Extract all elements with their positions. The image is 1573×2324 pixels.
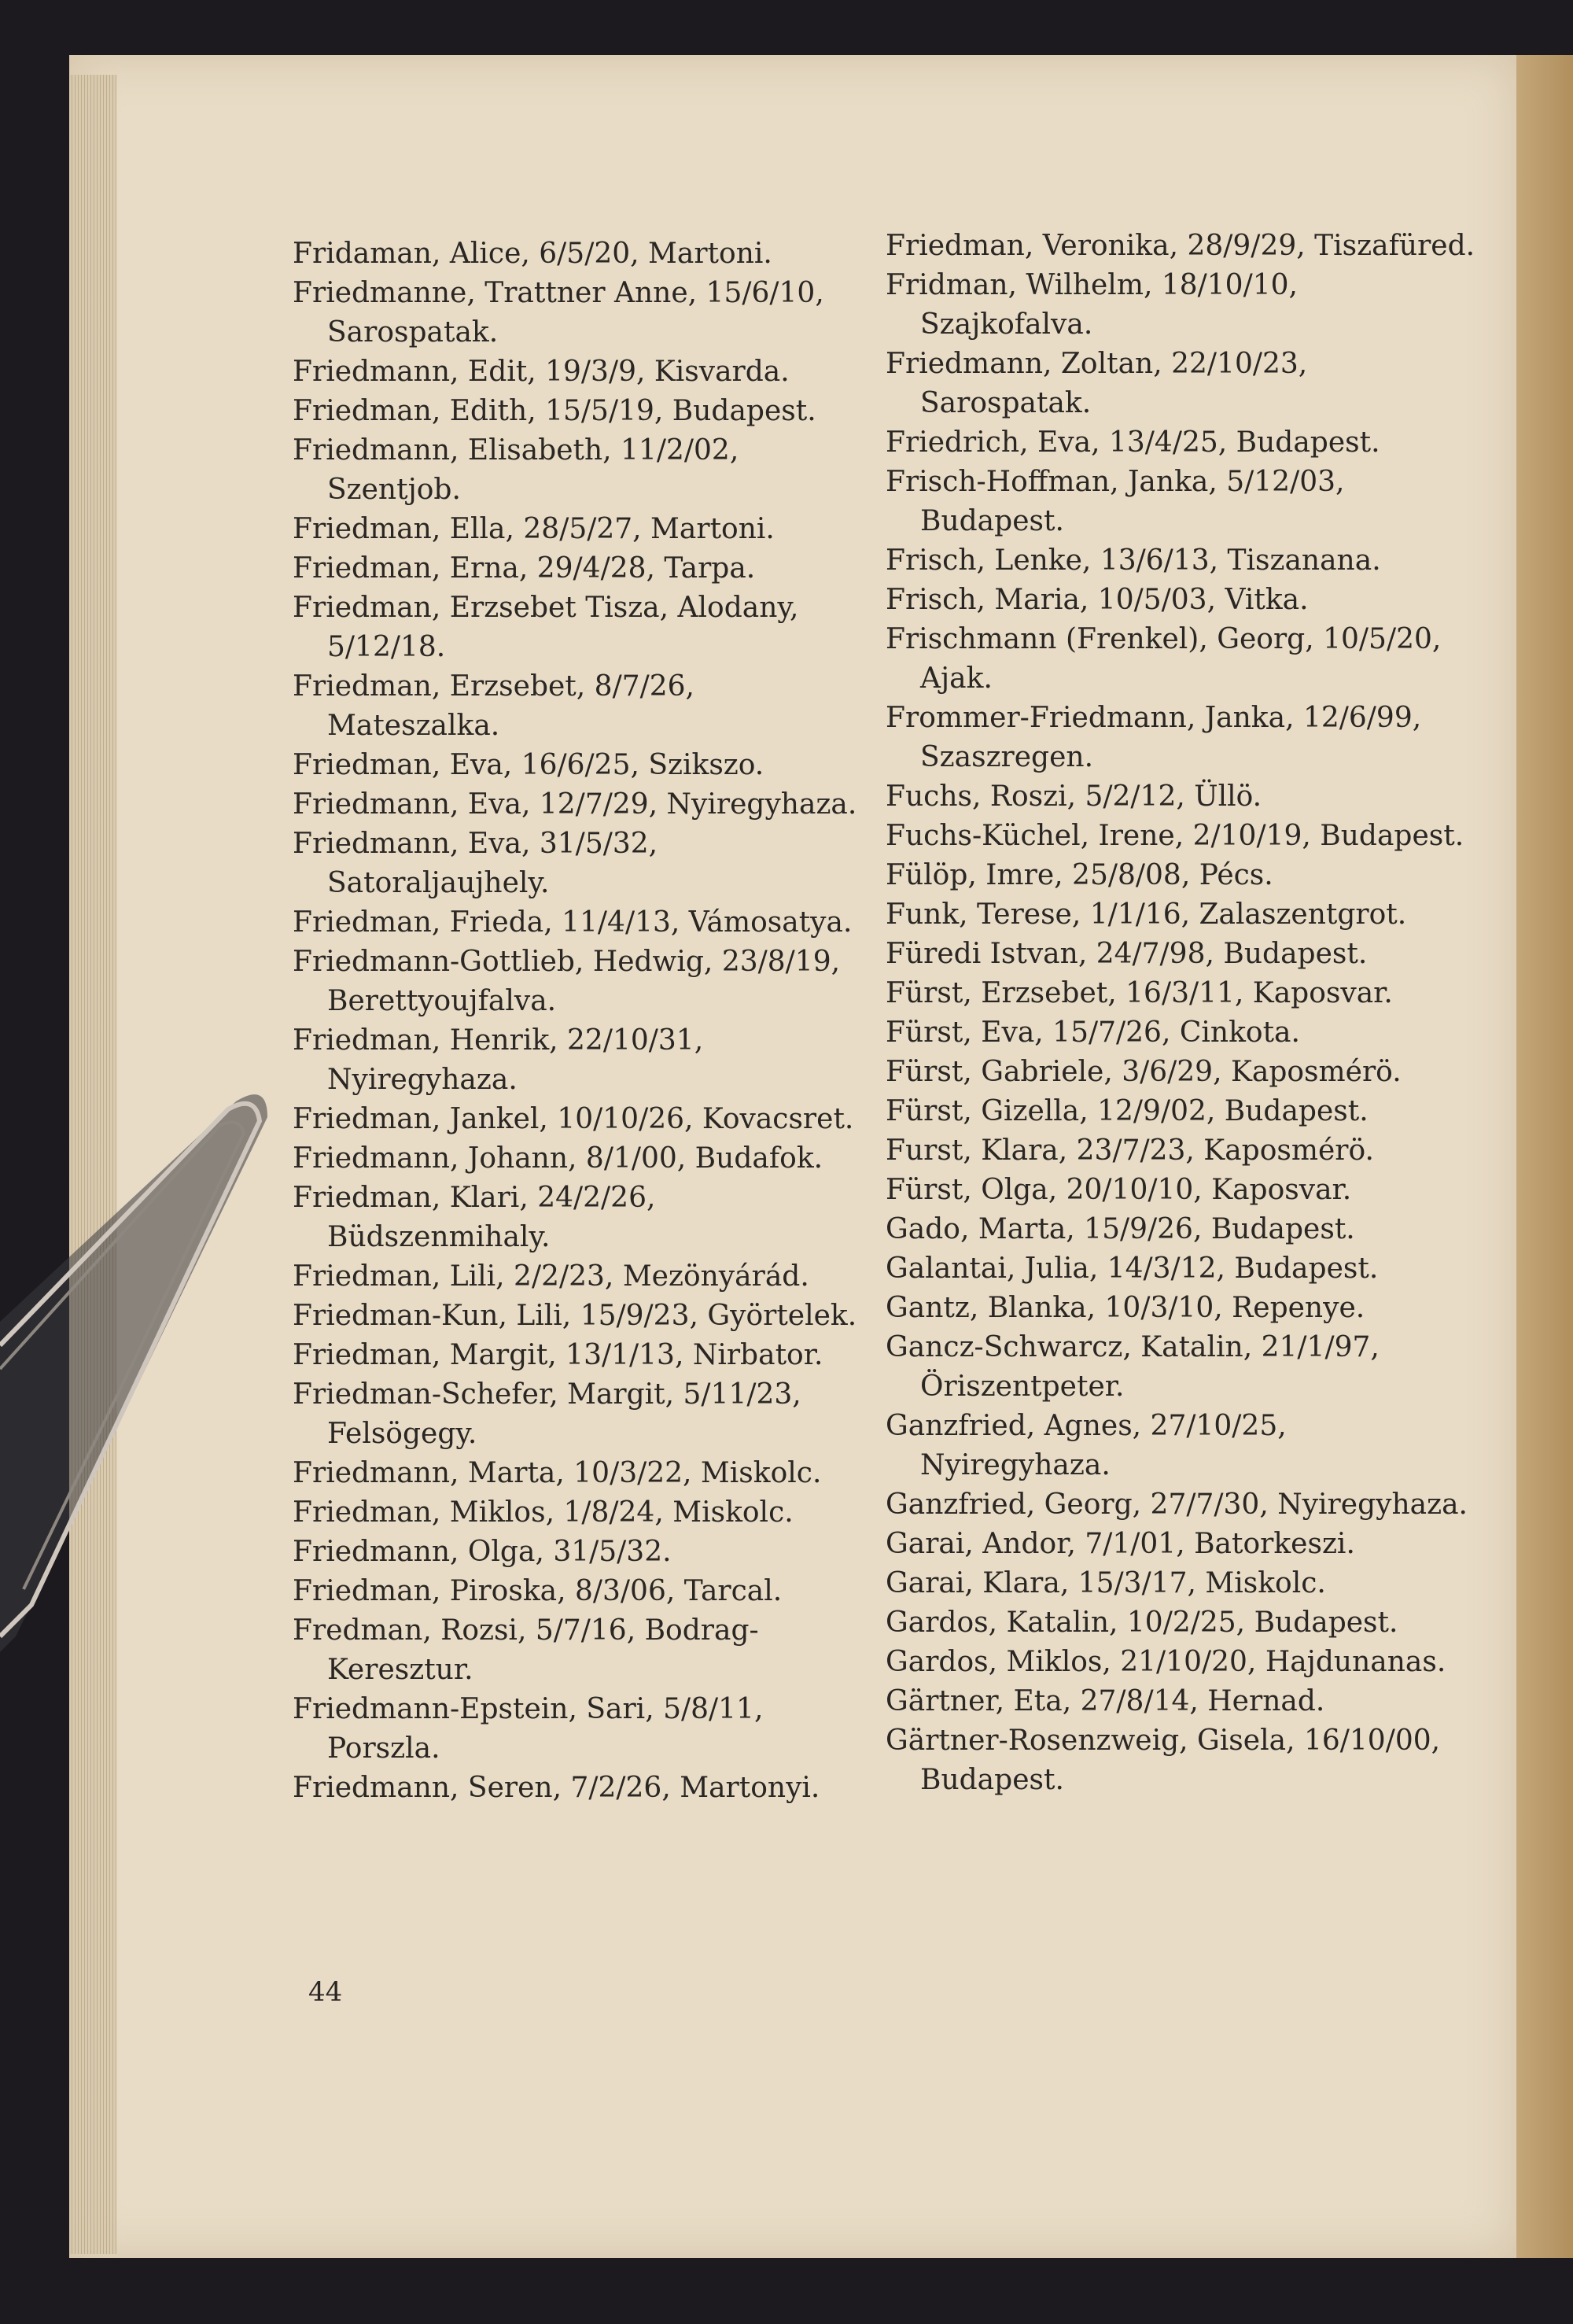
right-column-entry: Frisch, Maria, 10/5/03, Vitka. bbox=[886, 584, 1309, 616]
right-column-entry: Friedman, Veronika, 28/9/29, Tiszafüred. bbox=[886, 230, 1475, 262]
left-column-entry: Friedman-Schefer, Margit, 5/11/23, Felsögegy. bbox=[293, 1378, 801, 1450]
left-column-entry: Friedman, Frieda, 11/4/13, Vámosatya. bbox=[293, 906, 853, 939]
left-column-entry: Friedmann, Elisabeth, 11/2/02, Szentjob. bbox=[293, 434, 739, 506]
left-column-entry: Friedman, Klari, 24/2/26, Büdszenmihaly. bbox=[293, 1182, 656, 1253]
left-column-entry: Fredman, Rozsi, 5/7/16, Bodrag-Keresztur. bbox=[293, 1614, 759, 1686]
right-column-entry: Gardos, Miklos, 21/10/20, Hajdunanas. bbox=[886, 1646, 1446, 1678]
left-column-entry: Friedmann-Epstein, Sari, 5/8/11, Porszla. bbox=[293, 1693, 764, 1765]
left-column-entry: Friedmann, Edit, 19/3/9, Kisvarda. bbox=[293, 356, 790, 388]
right-column-entry: Funk, Terese, 1/1/16, Zalaszentgrot. bbox=[886, 898, 1407, 931]
left-column-entry: Friedman, Eva, 16/6/25, Szikszo. bbox=[293, 749, 764, 781]
right-column-entry: Ganzfried, Georg, 27/7/30, Nyiregyhaza. bbox=[886, 1488, 1468, 1521]
left-column-entry: Friedman, Lili, 2/2/23, Mezönyárád. bbox=[293, 1260, 809, 1293]
left-column-entry: Friedmann, Eva, 31/5/32, Satoraljaujhely. bbox=[293, 828, 658, 899]
right-column-entry: Fürst, Gizella, 12/9/02, Budapest. bbox=[886, 1095, 1369, 1127]
right-column-entry: Fuchs-Küchel, Irene, 2/10/19, Budapest. bbox=[886, 820, 1464, 852]
right-column-entry: Frisch, Lenke, 13/6/13, Tiszanana. bbox=[886, 544, 1381, 577]
left-column-entry: Friedman, Margit, 13/1/13, Nirbator. bbox=[293, 1339, 823, 1371]
right-column-entry: Fürst, Olga, 20/10/10, Kaposvar. bbox=[886, 1174, 1352, 1206]
left-column-entry: Friedmann-Gottlieb, Hedwig, 23/8/19, Berettyoujfalva. bbox=[293, 946, 841, 1017]
left-column-entry: Friedman, Miklos, 1/8/24, Miskolc. bbox=[293, 1496, 794, 1529]
left-column-entry: Friedmann, Johann, 8/1/00, Budafok. bbox=[293, 1142, 823, 1175]
left-column-entry: Friedman, Erna, 29/4/28, Tarpa. bbox=[293, 552, 756, 585]
left-column-entry: Friedmann, Seren, 7/2/26, Martonyi. bbox=[293, 1772, 820, 1804]
right-column-entry: Garai, Klara, 15/3/17, Miskolc. bbox=[886, 1567, 1326, 1599]
right-column-entry: Frommer-Friedmann, Janka, 12/6/99, Szaszregen. bbox=[886, 702, 1422, 773]
right-column-entry: Füredi Istvan, 24/7/98, Budapest. bbox=[886, 938, 1368, 970]
right-column-entry: Fürst, Eva, 15/7/26, Cinkota. bbox=[886, 1016, 1300, 1049]
right-column-entry: Frischmann (Frenkel), Georg, 10/5/20, Ajak. bbox=[886, 623, 1442, 695]
right-column-entry: Fürst, Erzsebet, 16/3/11, Kaposvar. bbox=[886, 977, 1393, 1009]
left-column-entry: Friedman, Jankel, 10/10/26, Kovacsret. bbox=[293, 1103, 854, 1135]
page-number: 44 bbox=[308, 1976, 343, 2008]
right-column-entry: Garai, Andor, 7/1/01, Batorkeszi. bbox=[886, 1528, 1355, 1560]
right-column-entry: Gärtner, Eta, 27/8/14, Hernad. bbox=[886, 1685, 1325, 1717]
right-column-entry: Frisch-Hoffman, Janka, 5/12/03, Budapest. bbox=[886, 466, 1345, 537]
left-column-entry: Friedmanne, Trattner Anne, 15/6/10, Sarospatak. bbox=[293, 277, 824, 349]
left-column-entry: Friedman, Erzsebet, 8/7/26, Mateszalka. bbox=[293, 670, 694, 742]
right-column-entry: Fülöp, Imre, 25/8/08, Pécs. bbox=[886, 859, 1273, 891]
right-column-entry: Gancz-Schwarcz, Katalin, 21/1/97, Öriszentpeter. bbox=[886, 1331, 1380, 1403]
left-column-entry: Fridaman, Alice, 6/5/20, Martoni. bbox=[293, 238, 772, 270]
left-column-entry: Friedman, Piroska, 8/3/06, Tarcal. bbox=[293, 1575, 783, 1607]
left-column-entry: Friedmann, Eva, 12/7/29, Nyiregyhaza. bbox=[293, 788, 857, 821]
right-column-entry: Fürst, Gabriele, 3/6/29, Kaposmérö. bbox=[886, 1056, 1402, 1088]
tweezers-image bbox=[0, 1086, 283, 1652]
left-column-entry: Friedman, Edith, 15/5/19, Budapest. bbox=[293, 395, 816, 427]
right-column-entry: Furst, Klara, 23/7/23, Kaposmérö. bbox=[886, 1134, 1374, 1167]
left-column-entry: Friedmann, Marta, 10/3/22, Miskolc. bbox=[293, 1457, 822, 1489]
right-column-entry: Friedmann, Zoltan, 22/10/23, Sarospatak. bbox=[886, 348, 1308, 419]
right-column-entry: Ganzfried, Agnes, 27/10/25, Nyiregyhaza. bbox=[886, 1410, 1287, 1481]
right-column-entry: Fridman, Wilhelm, 18/10/10, Szajkofalva. bbox=[886, 269, 1298, 341]
right-column-entry: Galantai, Julia, 14/3/12, Budapest. bbox=[886, 1252, 1379, 1285]
right-column-entry: Fuchs, Roszi, 5/2/12, Üllö. bbox=[886, 780, 1262, 813]
right-column-entry: Friedrich, Eva, 13/4/25, Budapest. bbox=[886, 426, 1380, 459]
right-column-entry: Gärtner-Rosenzweig, Gisela, 16/10/00, Budapest. bbox=[886, 1725, 1441, 1796]
right-column-entry: Gardos, Katalin, 10/2/25, Budapest. bbox=[886, 1607, 1398, 1639]
book-cover-edge bbox=[1516, 55, 1573, 2258]
right-column-entry: Gantz, Blanka, 10/3/10, Repenye. bbox=[886, 1292, 1365, 1324]
right-column-entries bbox=[886, 227, 1475, 1800]
left-column-entries bbox=[293, 234, 875, 1808]
left-column-entry: Friedman, Ella, 28/5/27, Martoni. bbox=[293, 513, 775, 545]
left-column-entry: Friedman, Henrik, 22/10/31, Nyiregyhaza. bbox=[293, 1024, 704, 1096]
left-column-entry: Friedman, Erzsebet Tisza, Alodany, 5/12/18. bbox=[293, 592, 799, 663]
left-column-entry: Friedmann, Olga, 31/5/32. bbox=[293, 1536, 672, 1568]
left-column-entry: Friedman-Kun, Lili, 15/9/23, Györtelek. bbox=[293, 1300, 857, 1332]
right-column-entry: Gado, Marta, 15/9/26, Budapest. bbox=[886, 1213, 1355, 1245]
